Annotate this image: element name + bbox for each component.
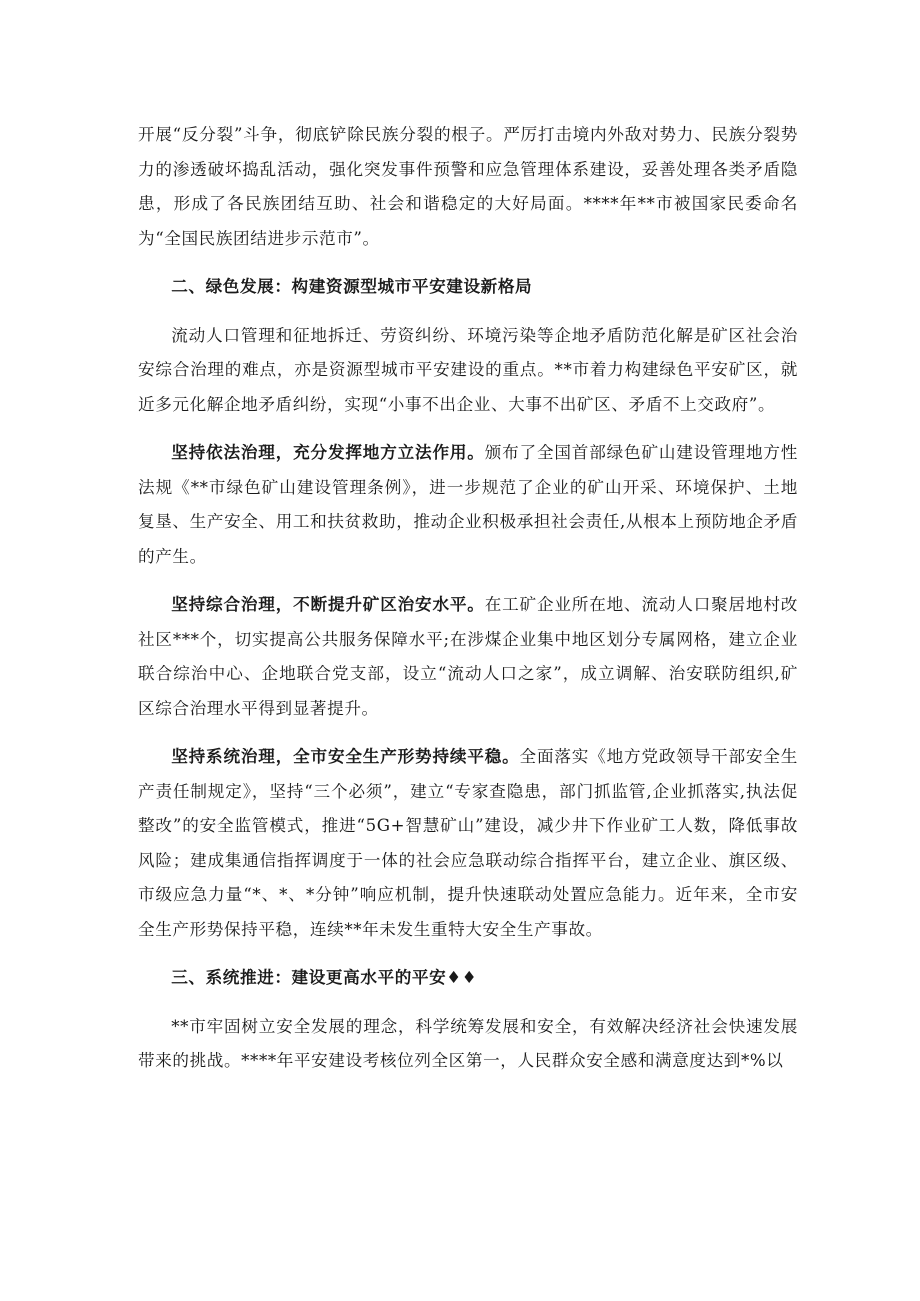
body-rule-of-law: 颁布了全国首部绿色矿山建设管理地方性法规《**市绿色矿山建设管理条例》，进一步规范了企业的矿山开采、环境保护、土地复垦、生产安全、用工和扶贫救助，推动企业积极承担社会责任,从根本上预防地企矛盾的产生。 (138, 443, 798, 566)
lead-systematic-governance: 坚持系统治理，全市安全生产形势持续平稳。 (171, 747, 520, 766)
paragraph-comprehensive-governance (138, 588, 798, 726)
document-body (138, 118, 798, 1093)
paragraph-systematic-governance (138, 740, 798, 947)
paragraph-rule-of-law (138, 436, 798, 574)
paragraph-mining-governance-intro: 流动人口管理和征地拆迁、劳资纠纷、环境污染等企地矛盾防范化解是矿区社会治安综合治理的难点，亦是资源型城市平安建设的重点。**市着力构建绿色平安矿区，就近多元化解企地矛盾纠纷，实现“小事不出企业、大事不出矿区、矛盾不上交政府”。 (138, 325, 798, 414)
body-systematic-governance: 全面落实《地方党政领导干部安全生产责任制规定》，坚持“三个必须”，建立“专家查隐患，部门抓监管,企业抓落实,执法促整改”的安全监管模式，推进“5G+智慧矿山”建设，减少井下作业矿工人数，降低事故风险；建成集通信指挥调度于一体的社会应急联动综合指挥平台，建立企业、旗区级、市级应急力量“*、*、*分钟”响应机制，提升快速联动处置应急能力。近年来，全市安全生产形势保持平稳，连续**年未发生重特大安全生产事故。 (138, 747, 799, 939)
lead-comprehensive-governance: 坚持综合治理，不断提升矿区治安水平。 (171, 595, 485, 614)
body-comprehensive-governance: 在工矿企业所在地、流动人口聚居地村改社区***个，切实提高公共服务保障水平;在涉煤企业集中地区划分专属网格，建立企业联合综治中心、企地联合党支部，设立“流动人口之家”，成立调解、治安联防组织,矿区综合治理水平得到显著提升。 (138, 595, 798, 718)
lead-rule-of-law: 坚持依法治理，充分发挥地方立法作用。 (171, 443, 485, 462)
section-heading-green-development: 二、绿色发展：构建资源型城市平安建设新格局 (171, 277, 533, 296)
section-heading-systematic-advance: 三、系统推进：建设更高水平的平安♦♦ (171, 968, 478, 987)
paragraph-safe-development: **市牢固树立安全发展的理念，科学统筹发展和安全，有效解决经济社会快速发展带来的挑战。****年平安建设考核位列全区第一，人民群众安全感和满意度达到*%以 (138, 1016, 798, 1070)
paragraph-ethnic-unity: 开展“反分裂”斗争，彻底铲除民族分裂的根子。严厉打击境内外敌对势力、民族分裂势力的渗透破坏捣乱活动，强化突发事件预警和应急管理体系建设，妥善处理各类矛盾隐患，形成了各民族团结互助、社会和谐稳定的大好局面。****年**市被国家民委命名为“全国民族团结进步示范市”。 (138, 125, 798, 248)
